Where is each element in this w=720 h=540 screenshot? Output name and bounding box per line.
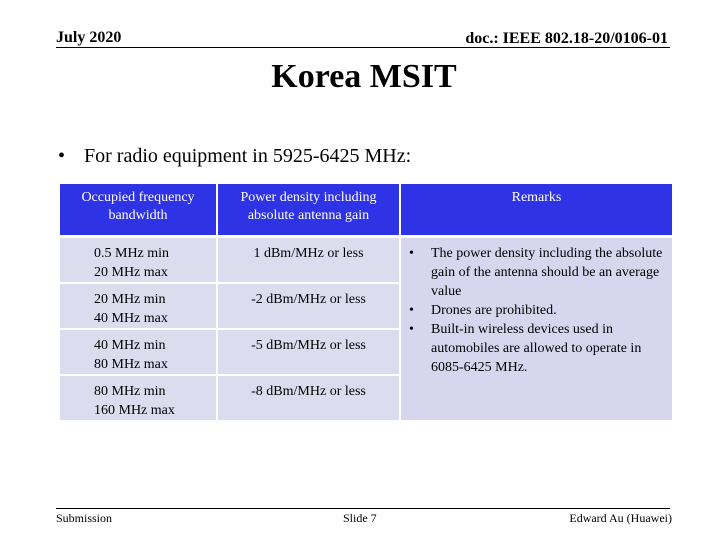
table-row	[60, 237, 672, 284]
bandwidth-cell	[60, 329, 217, 375]
bandwidth-min: 20 MHz min	[94, 292, 166, 307]
power-cell: 1 dBm/MHz or less	[217, 237, 400, 284]
table-header-row	[60, 184, 672, 237]
power-cell: -2 dBm/MHz or less	[217, 283, 400, 329]
header-doc-id: doc.: IEEE 802.18-20/0106-01	[465, 30, 668, 47]
intro-bullet	[58, 145, 411, 168]
bandwidth-min: 40 MHz min	[94, 338, 166, 353]
footer-slide-number: Slide 7	[343, 511, 377, 525]
bandwidth-min: 80 MHz min	[94, 384, 166, 399]
footer-submission: Submission	[56, 511, 113, 525]
header-date: July 2020	[56, 29, 122, 46]
header-remarks: Remarks	[400, 184, 672, 237]
bandwidth-cell	[60, 237, 217, 284]
bandwidth-cell	[60, 375, 217, 421]
bullet-dot-icon: •	[58, 145, 66, 167]
remark-item: • The power density including the absolute gain of the antenna should be an average value	[407, 244, 664, 301]
footer-divider	[56, 508, 670, 509]
footer-author: Edward Au (Huawei)	[569, 511, 672, 525]
bandwidth-max: 160 MHz max	[94, 403, 175, 418]
bandwidth-max: 40 MHz max	[94, 311, 168, 326]
remarks-cell	[400, 237, 672, 422]
remark-item: • Drones are prohibited.	[407, 301, 664, 320]
header-bandwidth: Occupied frequency bandwidth	[60, 184, 217, 237]
bandwidth-min: 0.5 MHz min	[94, 246, 170, 261]
remark-item: • Built-in wireless devices used in automobiles are allowed to operate in 6085-6425 MHz.	[407, 320, 664, 377]
header-power-density: Power density including absolute antenna gain	[217, 184, 400, 237]
regulation-table	[60, 184, 672, 422]
remarks-list	[407, 244, 664, 377]
intro-bullet-text: For radio equipment in 5925-6425 MHz:	[84, 145, 412, 167]
header-divider	[56, 47, 670, 48]
bandwidth-max: 20 MHz max	[94, 265, 168, 280]
bandwidth-max: 80 MHz max	[94, 357, 168, 372]
slide-title: Korea MSIT	[271, 58, 457, 95]
bandwidth-cell	[60, 283, 217, 329]
power-cell: -5 dBm/MHz or less	[217, 329, 400, 375]
power-cell: -8 dBm/MHz or less	[217, 375, 400, 421]
